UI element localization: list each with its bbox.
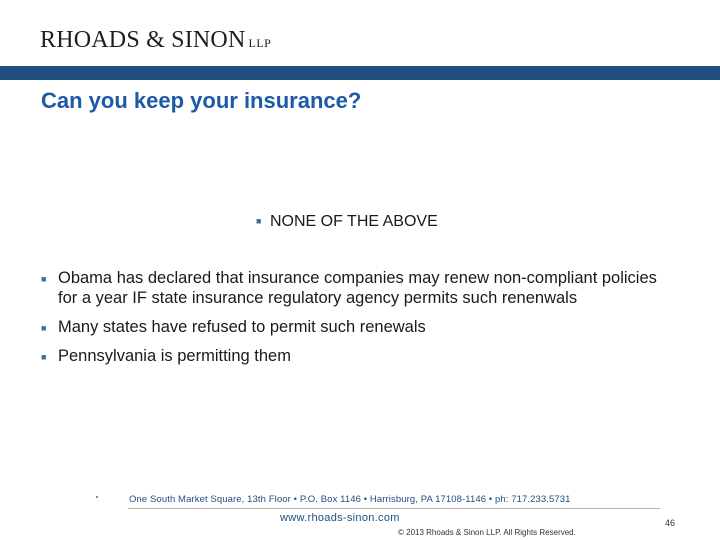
bullet-list xyxy=(41,268,661,375)
page-number: 46 xyxy=(665,518,676,528)
square-bullet-icon: ■ xyxy=(41,352,47,362)
firm-logo xyxy=(40,27,271,54)
list-item-text: Pennsylvania is permitting them xyxy=(58,347,291,365)
list-item xyxy=(41,268,661,308)
logo-suffix-text: LLP xyxy=(248,36,272,50)
header-stripe xyxy=(0,66,720,80)
footer-website-link[interactable]: www.rhoads-sinon.com xyxy=(280,512,400,524)
footer-divider xyxy=(128,508,660,509)
copyright-notice: © 2013 Rhoads & Sinon LLP. All Rights Reserved. xyxy=(398,528,576,537)
square-bullet-icon: ■ xyxy=(256,216,262,226)
square-bullet-icon: ■ xyxy=(41,274,47,284)
list-item xyxy=(41,346,661,366)
answer-text: NONE OF THE ABOVE xyxy=(270,213,438,230)
list-item-text: Obama has declared that insurance companies may renew non-compliant policies for a year IF state insurance regulatory agency permits such renenwals xyxy=(58,269,657,307)
decorative-dot xyxy=(96,496,98,498)
footer-address: One South Market Square, 13th Floor • P.O. Box 1146 • Harrisburg, PA 17108-1146 • ph: 717.233.5731 xyxy=(129,494,571,505)
list-item-text: Many states have refused to permit such renewals xyxy=(58,318,426,336)
list-item xyxy=(41,317,661,337)
header-bar xyxy=(0,0,720,66)
slide-title: Can you keep your insurance? xyxy=(41,88,362,113)
square-bullet-icon: ■ xyxy=(41,323,47,333)
answer-line xyxy=(256,213,438,231)
logo-main-text: RHOADS & SINON xyxy=(40,27,246,53)
